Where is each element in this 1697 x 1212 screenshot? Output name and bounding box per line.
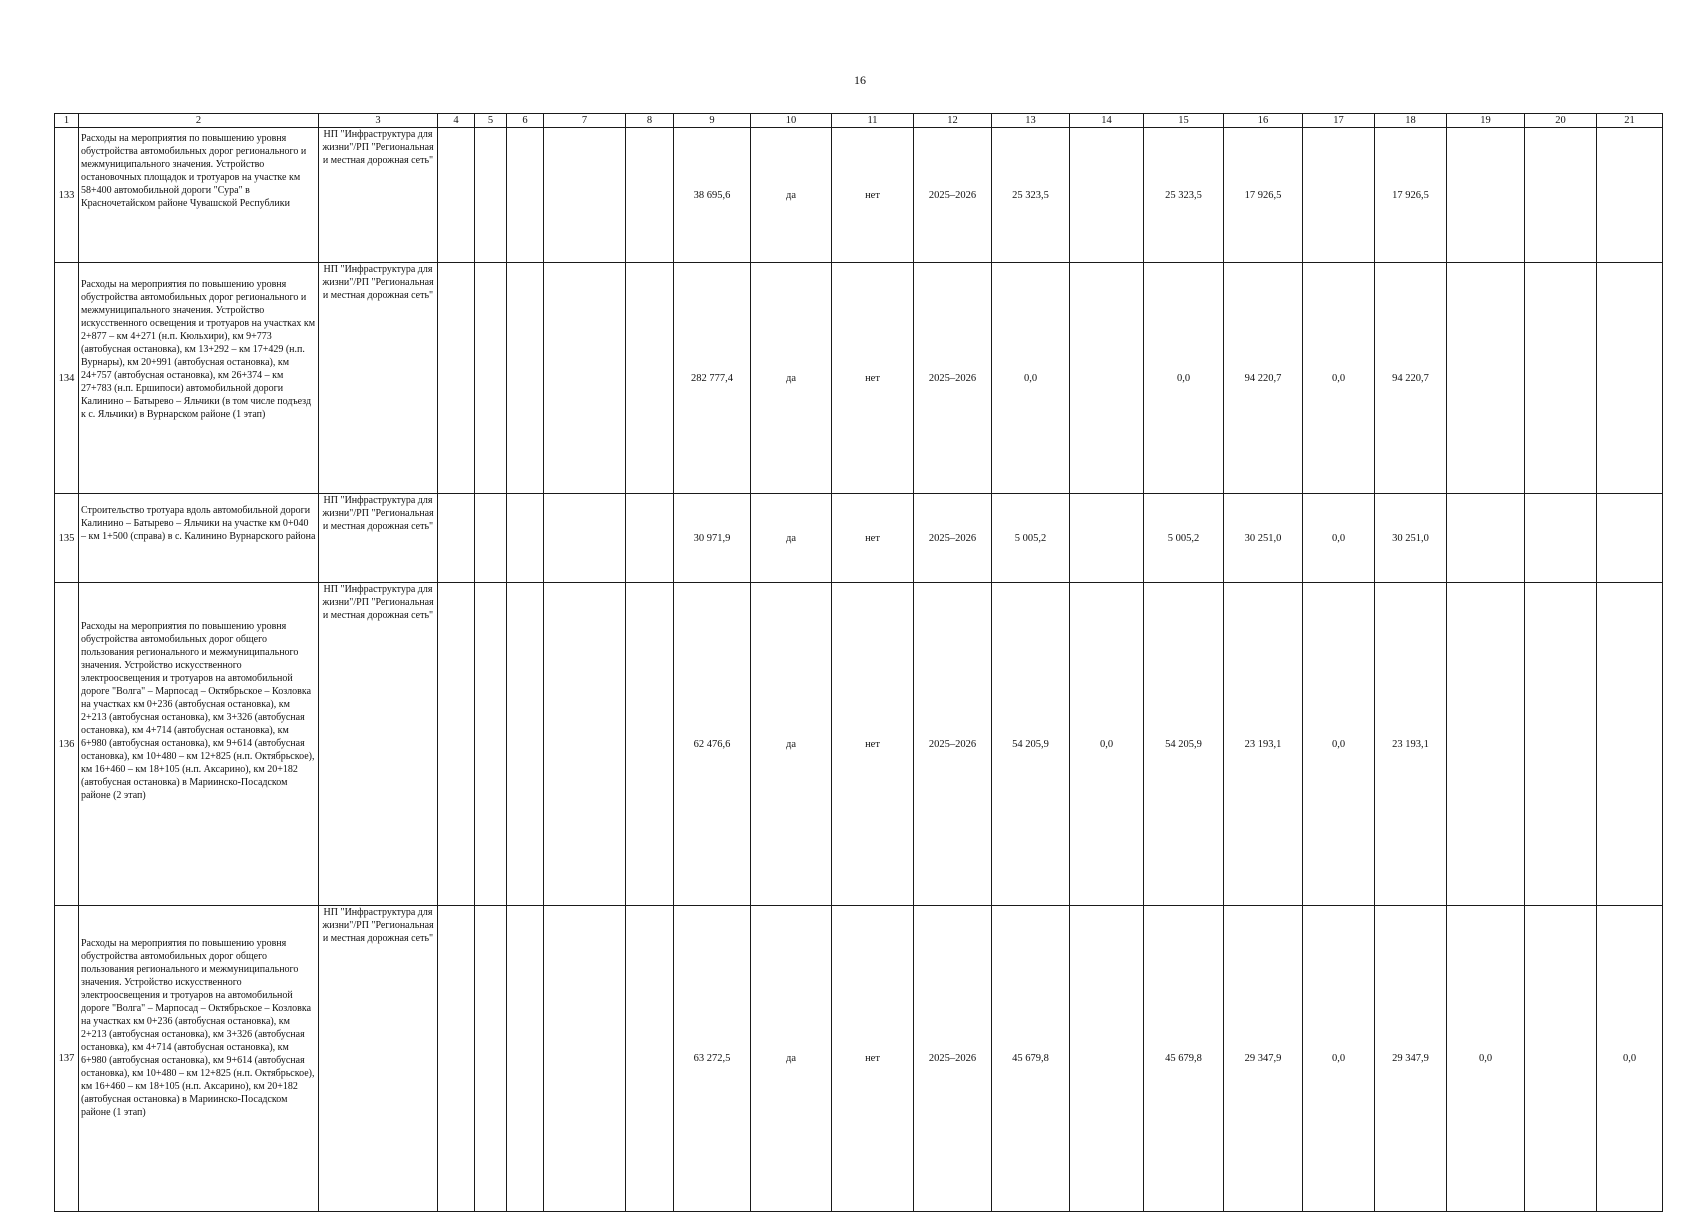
- column-header: 4: [438, 114, 475, 128]
- projects-table: [54, 113, 1663, 1212]
- value-cell-col-16: 94 220,7: [1224, 263, 1303, 494]
- value-cell-col-7: [544, 494, 626, 583]
- value-cell-col-14: [1070, 128, 1144, 263]
- value-cell-col-15: 0,0: [1144, 263, 1224, 494]
- value-cell-col-18: 29 347,9: [1375, 906, 1447, 1212]
- value-cell-col-4: [438, 128, 475, 263]
- value-cell-col-15: 45 679,8: [1144, 906, 1224, 1212]
- value-cell-col-19: [1447, 494, 1525, 583]
- row-number-cell: 135: [55, 494, 79, 583]
- description-cell: Расходы на мероприятия по повышению уровня обустройства автомобильных дорог регионального и межмуниципального значения. Устройство искусственного освещения и тротуаров на участках км 2+877 – км 4+271 (н.п. Кюльхири), км 9+773 (автобусная остановка), км 13+292 – км 17+429 (н.п. Вурнары), км 20+991 (автобусная остановка), км 24+757 (автобусная остановка), км 26+374 – км 27+783 (н.п. Ершипоси) автомобильной дороги Калинино – Батырево – Яльчики (в том числе подъезд к с. Яльчики) в Вурнарском районе (1 этап): [79, 263, 319, 494]
- value-cell-col-4: [438, 583, 475, 906]
- value-cell-col-16: 17 926,5: [1224, 128, 1303, 263]
- column-header: 20: [1525, 114, 1597, 128]
- value-cell-col-18: 17 926,5: [1375, 128, 1447, 263]
- description-cell: Расходы на мероприятия по повышению уровня обустройства автомобильных дорог регионального и межмуниципального значения. Устройство остановочных площадок и тротуаров на участке км 58+400 автомобильной дороги "Сура" в Красночетайском районе Чувашской Республики: [79, 128, 319, 263]
- value-cell-col-11: нет: [832, 263, 914, 494]
- page-number: 16: [854, 73, 866, 87]
- value-cell-col-10: да: [751, 906, 832, 1212]
- value-cell-col-5: [475, 583, 507, 906]
- value-cell-col-20: [1525, 128, 1597, 263]
- value-cell-col-15: 54 205,9: [1144, 583, 1224, 906]
- value-cell-col-9: 30 971,9: [674, 494, 751, 583]
- table-row: [55, 263, 1663, 494]
- column-header: 17: [1303, 114, 1375, 128]
- value-cell-col-14: [1070, 906, 1144, 1212]
- row-number-cell: 134: [55, 263, 79, 494]
- column-header: 19: [1447, 114, 1525, 128]
- value-cell-col-18: 23 193,1: [1375, 583, 1447, 906]
- value-cell-col-21: [1597, 263, 1663, 494]
- value-cell-col-12: 2025–2026: [914, 263, 992, 494]
- value-cell-col-9: 282 777,4: [674, 263, 751, 494]
- column-header: 3: [319, 114, 438, 128]
- value-cell-col-7: [544, 906, 626, 1212]
- value-cell-col-8: [626, 263, 674, 494]
- table-row: [55, 494, 1663, 583]
- value-cell-col-12: 2025–2026: [914, 583, 992, 906]
- value-cell-col-14: 0,0: [1070, 583, 1144, 906]
- row-number-cell: 137: [55, 906, 79, 1212]
- value-cell-col-21: [1597, 583, 1663, 906]
- value-cell-col-19: [1447, 583, 1525, 906]
- value-cell-col-10: да: [751, 128, 832, 263]
- value-cell-col-9: 63 272,5: [674, 906, 751, 1212]
- header-row: [55, 114, 1663, 128]
- value-cell-col-13: 5 005,2: [992, 494, 1070, 583]
- column-header: 11: [832, 114, 914, 128]
- value-cell-col-4: [438, 494, 475, 583]
- value-cell-col-13: 0,0: [992, 263, 1070, 494]
- value-cell-col-14: [1070, 263, 1144, 494]
- value-cell-col-15: 5 005,2: [1144, 494, 1224, 583]
- value-cell-col-10: да: [751, 494, 832, 583]
- value-cell-col-8: [626, 906, 674, 1212]
- column-header: 5: [475, 114, 507, 128]
- value-cell-col-17: 0,0: [1303, 583, 1375, 906]
- value-cell-col-15: 25 323,5: [1144, 128, 1224, 263]
- column-header: 9: [674, 114, 751, 128]
- row-number-cell: 136: [55, 583, 79, 906]
- value-cell-col-19: [1447, 263, 1525, 494]
- value-cell-col-13: 54 205,9: [992, 583, 1070, 906]
- value-cell-col-11: нет: [832, 128, 914, 263]
- value-cell-col-21: [1597, 128, 1663, 263]
- value-cell-col-6: [507, 583, 544, 906]
- column-header: 6: [507, 114, 544, 128]
- responsible-cell: НП "Инфраструктура для жизни"/РП "Региональная и местная дорожная сеть": [319, 583, 438, 906]
- responsible-cell: НП "Инфраструктура для жизни"/РП "Региональная и местная дорожная сеть": [319, 263, 438, 494]
- value-cell-col-16: 23 193,1: [1224, 583, 1303, 906]
- value-cell-col-8: [626, 494, 674, 583]
- value-cell-col-12: 2025–2026: [914, 494, 992, 583]
- column-header: 7: [544, 114, 626, 128]
- value-cell-col-10: да: [751, 583, 832, 906]
- table-row: [55, 583, 1663, 906]
- description-cell: Строительство тротуара вдоль автомобильной дороги Калинино – Батырево – Яльчики на участке км 0+040 – км 1+500 (справа) в с. Калинино Вурнарского района: [79, 494, 319, 583]
- description-cell: Расходы на мероприятия по повышению уровня обустройства автомобильных дорог общего пользования регионального и межмуниципального значения. Устройство искусственного электроосвещения и тротуаров на автомобильной дороге "Волга" – Марпосад – Октябрьское – Козловка на участках км 0+236 (автобусная остановка), км 2+213 (автобусная остановка), км 3+326 (автобусная остановка), км 4+714 (автобусная остановка), км 6+980 (автобусная остановка), км 9+614 (автобусная остановка), км 10+480 – км 12+825 (н.п. Октябрьское), км 16+460 – км 18+105 (н.п. Аксарино), км 20+182 (автобусная остановка) в Мариинско-Посадском районе (2 этап): [79, 583, 319, 906]
- value-cell-col-5: [475, 906, 507, 1212]
- column-header: 13: [992, 114, 1070, 128]
- column-header: 15: [1144, 114, 1224, 128]
- value-cell-col-17: 0,0: [1303, 263, 1375, 494]
- value-cell-col-7: [544, 263, 626, 494]
- value-cell-col-18: 94 220,7: [1375, 263, 1447, 494]
- table-row: [55, 128, 1663, 263]
- value-cell-col-20: [1525, 494, 1597, 583]
- column-header: 2: [79, 114, 319, 128]
- value-cell-col-8: [626, 583, 674, 906]
- value-cell-col-17: [1303, 128, 1375, 263]
- value-cell-col-16: 30 251,0: [1224, 494, 1303, 583]
- responsible-cell: НП "Инфраструктура для жизни"/РП "Региональная и местная дорожная сеть": [319, 906, 438, 1212]
- column-header: 18: [1375, 114, 1447, 128]
- value-cell-col-17: 0,0: [1303, 906, 1375, 1212]
- value-cell-col-12: 2025–2026: [914, 906, 992, 1212]
- column-header: 21: [1597, 114, 1663, 128]
- table-row: [55, 906, 1663, 1212]
- value-cell-col-18: 30 251,0: [1375, 494, 1447, 583]
- responsible-cell: НП "Инфраструктура для жизни"/РП "Региональная и местная дорожная сеть": [319, 128, 438, 263]
- value-cell-col-5: [475, 128, 507, 263]
- value-cell-col-13: 25 323,5: [992, 128, 1070, 263]
- column-header: 14: [1070, 114, 1144, 128]
- value-cell-col-21: 0,0: [1597, 906, 1663, 1212]
- column-header: 8: [626, 114, 674, 128]
- value-cell-col-21: [1597, 494, 1663, 583]
- value-cell-col-16: 29 347,9: [1224, 906, 1303, 1212]
- value-cell-col-19: [1447, 128, 1525, 263]
- value-cell-col-14: [1070, 494, 1144, 583]
- value-cell-col-7: [544, 128, 626, 263]
- value-cell-col-9: 62 476,6: [674, 583, 751, 906]
- value-cell-col-20: [1525, 906, 1597, 1212]
- value-cell-col-17: 0,0: [1303, 494, 1375, 583]
- value-cell-col-6: [507, 906, 544, 1212]
- responsible-cell: НП "Инфраструктура для жизни"/РП "Региональная и местная дорожная сеть": [319, 494, 438, 583]
- value-cell-col-19: 0,0: [1447, 906, 1525, 1212]
- value-cell-col-5: [475, 263, 507, 494]
- column-header: 10: [751, 114, 832, 128]
- value-cell-col-11: нет: [832, 494, 914, 583]
- column-header: 12: [914, 114, 992, 128]
- value-cell-col-12: 2025–2026: [914, 128, 992, 263]
- value-cell-col-20: [1525, 263, 1597, 494]
- value-cell-col-4: [438, 263, 475, 494]
- value-cell-col-11: нет: [832, 583, 914, 906]
- value-cell-col-11: нет: [832, 906, 914, 1212]
- value-cell-col-5: [475, 494, 507, 583]
- description-cell: Расходы на мероприятия по повышению уровня обустройства автомобильных дорог общего пользования регионального и межмуниципального значения. Устройство искусственного электроосвещения и тротуаров на автомобильной дороге "Волга" – Марпосад – Октябрьское – Козловка на участках км 0+236 (автобусная остановка), км 2+213 (автобусная остановка), км 3+326 (автобусная остановка), км 4+714 (автобусная остановка), км 6+980 (автобусная остановка), км 9+614 (автобусная остановка), км 10+480 – км 12+825 (н.п. Октябрьское), км 16+460 – км 18+105 (н.п. Аксарино), км 20+182 (автобусная остановка) в Мариинско-Посадском районе (1 этап): [79, 906, 319, 1212]
- value-cell-col-10: да: [751, 263, 832, 494]
- value-cell-col-4: [438, 906, 475, 1212]
- value-cell-col-6: [507, 263, 544, 494]
- value-cell-col-9: 38 695,6: [674, 128, 751, 263]
- value-cell-col-8: [626, 128, 674, 263]
- value-cell-col-6: [507, 494, 544, 583]
- value-cell-col-13: 45 679,8: [992, 906, 1070, 1212]
- column-header: 1: [55, 114, 79, 128]
- value-cell-col-7: [544, 583, 626, 906]
- value-cell-col-20: [1525, 583, 1597, 906]
- row-number-cell: 133: [55, 128, 79, 263]
- value-cell-col-6: [507, 128, 544, 263]
- column-header: 16: [1224, 114, 1303, 128]
